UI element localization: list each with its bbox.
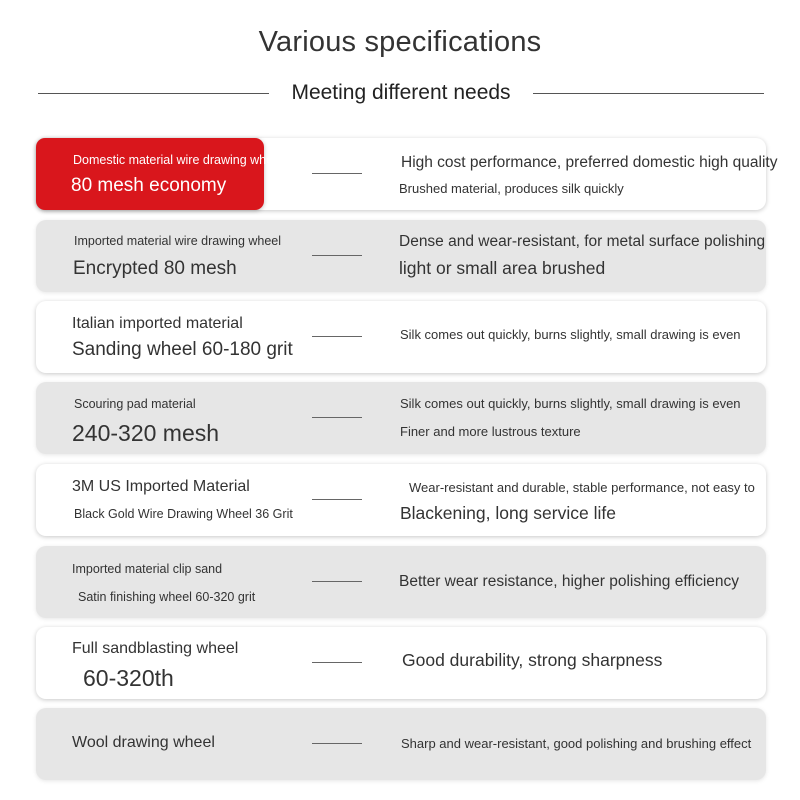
spec-feature-detail: Finer and more lustrous texture [400,424,581,439]
connector-line [312,255,362,256]
spec-label-highlight [36,138,283,210]
spec-material: Imported material clip sand [72,562,223,576]
spec-feature: Good durability, strong sharpness [402,650,663,670]
spec-feature: Better wear resistance, higher polishing efficiency [399,573,740,590]
spec-grade: Satin finishing wheel 60-320 grit [78,590,256,604]
spec-row [36,464,766,536]
connector-line [312,662,362,663]
spec-row [36,220,766,292]
spec-material: Imported material wire drawing wheel [74,234,282,248]
divider-right [533,93,764,94]
spec-grade: Encrypted 80 mesh [73,258,237,279]
page-title: Various specifications [258,26,542,58]
spec-material: Italian imported material [72,315,243,332]
spec-feature: Sharp and wear-resistant, good polishing and brushing effect [401,736,752,751]
spec-row [36,627,766,699]
connector-line [312,499,362,500]
spec-feature-detail: Blackening, long service life [400,503,616,523]
connector-line [312,417,362,418]
spec-grade: 80 mesh economy [71,175,227,196]
spec-feature: Silk comes out quickly, burns slightly, small drawing is even [400,396,741,411]
spec-grade: Black Gold Wire Drawing Wheel 36 Grit [74,507,293,521]
connector-line [312,581,362,582]
spec-feature: High cost performance, preferred domestic high quality [401,154,778,171]
spec-row [36,546,766,618]
connector-line [312,173,362,174]
connector-line [312,336,362,337]
spec-material: Wool drawing wheel [72,734,215,751]
spec-feature: Dense and wear-resistant, for metal surface polishing [399,233,766,250]
spec-row [36,138,778,210]
spec-grade: 240-320 mesh [72,420,220,446]
page-subtitle: Meeting different needs [291,81,511,104]
spec-row [36,708,766,780]
spec-material: 3M US Imported Material [72,478,250,495]
divider-left [38,93,269,94]
spec-feature-detail: Brushed material, produces silk quickly [399,181,624,196]
spec-feature: Wear-resistant and durable, stable performance, not easy to [409,480,755,495]
spec-grade: 60-320th [83,665,174,691]
spec-feature: Silk comes out quickly, burns slightly, small drawing is even [400,327,741,342]
spec-material: Scouring pad material [74,397,196,411]
connector-line [312,743,362,744]
subtitle-bar [38,78,764,108]
spec-row [36,382,766,454]
spec-material: Full sandblasting wheel [72,640,239,657]
spec-material: Domestic material wire drawing wheel [73,153,283,167]
spec-grade: Sanding wheel 60-180 grit [72,339,293,360]
spec-row [36,301,766,373]
spec-feature-detail: light or small area brushed [399,258,606,278]
